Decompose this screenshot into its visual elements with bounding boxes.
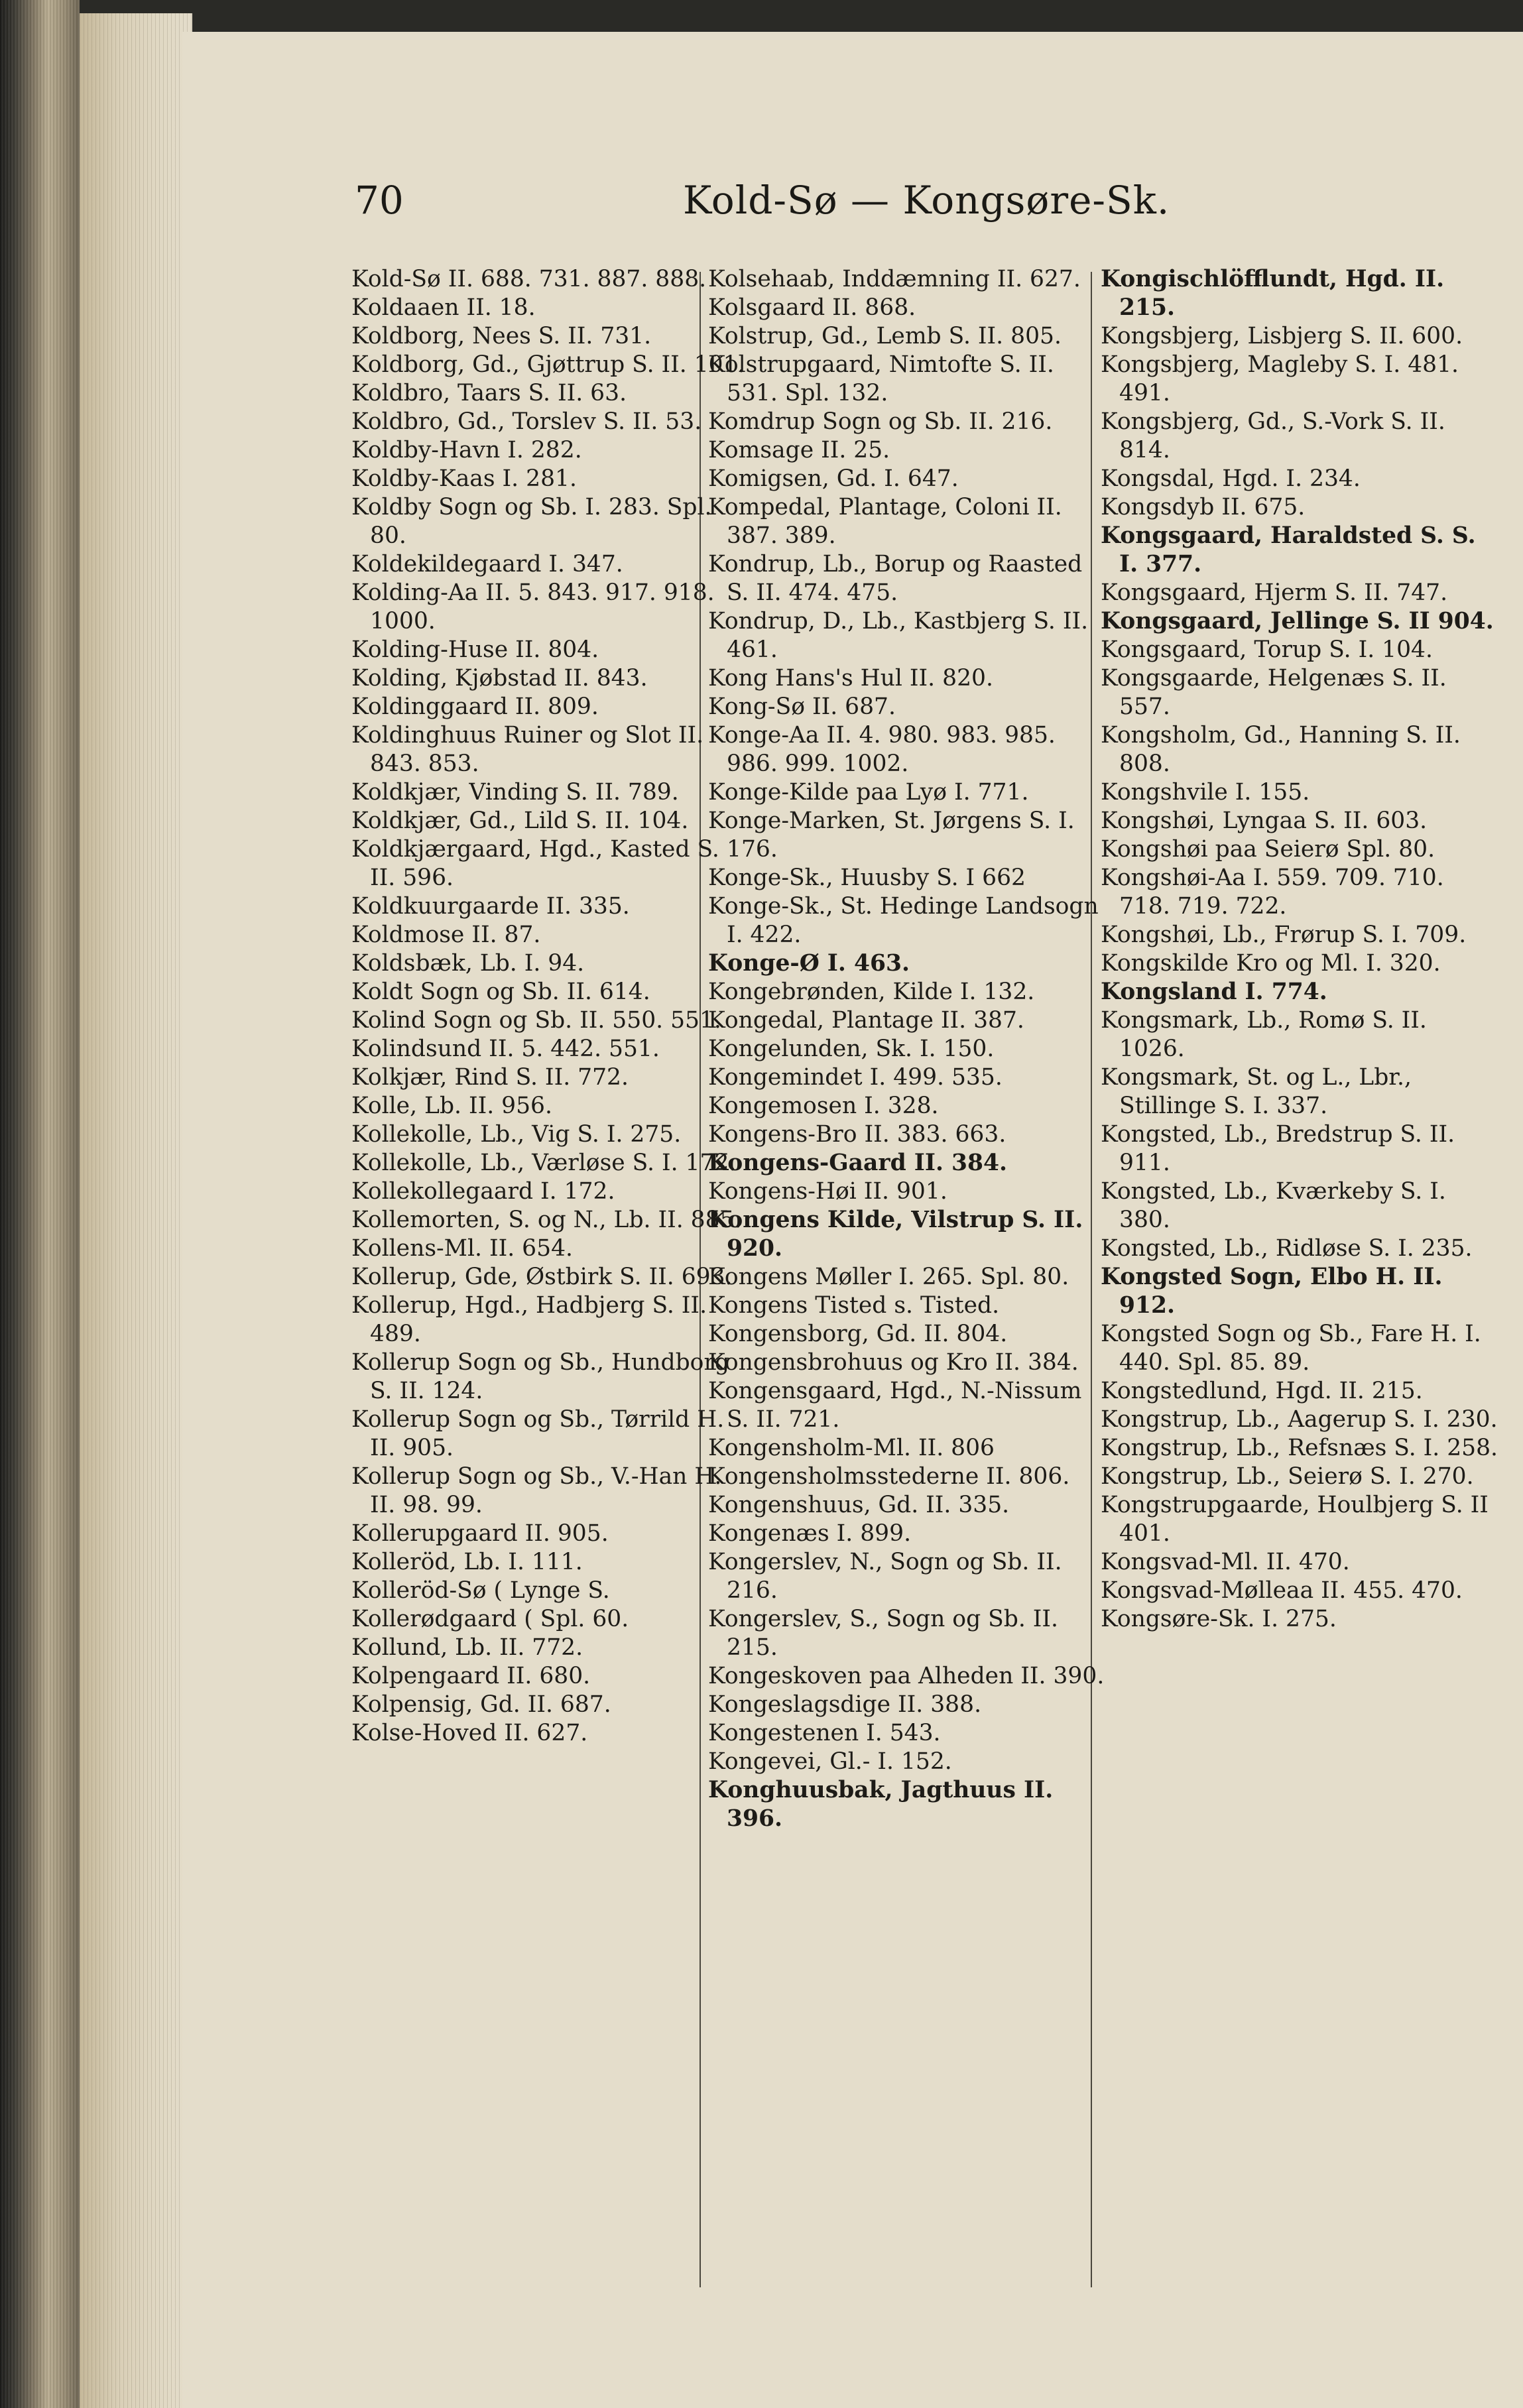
index-entry: Kolding-Aa II. 5. 843. 917. 918. 1000. <box>351 579 715 634</box>
index-entry: Kolse-Hoved II. 627. <box>351 1720 588 1746</box>
index-entry: Koldekildegaard I. 347. <box>351 551 623 577</box>
index-entry: Kong Hans's Hul II. 820. <box>708 665 993 692</box>
index-entry: Kolpensig, Gd. II. 687. <box>351 1691 611 1718</box>
page-number: 70 <box>355 178 404 223</box>
index-entry: Kondrup, Lb., Borup og Raasted S. II. 474. 475. <box>708 551 1083 606</box>
index-entry: Kollekolle, Lb., Vig S. I. 275. <box>351 1121 682 1148</box>
index-entry: Kollerødgaard ( Spl. 60. <box>351 1606 629 1632</box>
index-entry: Kongsøre-Sk. I. 275. <box>1101 1606 1337 1632</box>
index-entry: Koldmose II. 87. <box>351 922 541 948</box>
index-entry: Kongsholm, Gd., Hanning S. II. 808. <box>1101 722 1461 777</box>
index-entry: Konge-Sk., Huusby S. I 662 <box>708 865 1026 891</box>
index-entry: Kolle, Lb. II. 956. <box>351 1093 552 1119</box>
index-entry: Kong-Sø II. 687. <box>708 693 896 720</box>
index-entry: Kollerup, Gde, Østbirk S. II. 693. <box>351 1264 733 1290</box>
index-entry: Kongenshuus, Gd. II. 335. <box>708 1492 1010 1518</box>
index-entry: Kongsted, Lb., Bredstrup S. II. 911. <box>1101 1121 1455 1176</box>
index-entry: Kollekolle, Lb., Værløse S. I. 172. <box>351 1150 737 1176</box>
index-entry: Kongens-Høi II. 901. <box>708 1178 947 1205</box>
index-entry: Konghuusbak, Jagthuus II. 396. <box>708 1777 1054 1832</box>
index-entry: Kongischlöfflundt, Hgd. II. 215. <box>1101 266 1445 321</box>
index-entry: Kongsbjerg, Magleby S. I. 481. 491. <box>1101 351 1459 406</box>
index-entry: Kongstrup, Lb., Seierø S. I. 270. <box>1101 1463 1474 1490</box>
index-entry: Kongsmark, St. og L., Lbr., Stillinge S. I. 337. <box>1101 1064 1412 1119</box>
index-entry: Kongensbrohuus og Kro II. 384. <box>708 1349 1079 1376</box>
index-entry: Kold-Sø II. 688. 731. 887. 888. <box>351 266 707 292</box>
index-entry: Kolleröd, Lb. I. 111. <box>351 1549 583 1575</box>
index-entry: Koldt Sogn og Sb. II. 614. <box>351 979 650 1005</box>
index-entry: Kongsted Sogn, Elbo H. II. 912. <box>1101 1264 1443 1319</box>
index-entry: Komdrup Sogn og Sb. II. 216. <box>708 408 1053 435</box>
index-entry: Kolleröd-Sø ( Lynge S. <box>351 1577 610 1604</box>
index-entry: Kongensborg, Gd. II. 804. <box>708 1321 1008 1347</box>
index-entry: Kongens Kilde, Vilstrup S. II. 920. <box>708 1207 1083 1262</box>
index-entry: Kongsbjerg, Gd., S.-Vork S. II. 814. <box>1101 408 1445 463</box>
page-gutter <box>80 13 192 2408</box>
index-entry: Kongensholmsstederne II. 806. <box>708 1463 1070 1490</box>
index-entry: Kollerup, Hgd., Hadbjerg S. II. 489. <box>351 1292 707 1347</box>
index-entry: Kongenæs I. 899. <box>708 1520 912 1547</box>
running-head: Kold-Sø — Kongsøre-Sk. <box>683 178 1170 223</box>
book-fore-edge <box>0 0 80 2408</box>
index-entry: Kollerup Sogn og Sb., Tørrild H. II. 905. <box>351 1406 725 1461</box>
index-entry: Kongsvad-Ml. II. 470. <box>1101 1549 1350 1575</box>
index-entry: Kongsbjerg, Lisbjerg S. II. 600. <box>1101 323 1463 349</box>
index-entry: Koldborg, Nees S. II. 731. <box>351 323 652 349</box>
index-entry: Kongens-Bro II. 383. 663. <box>708 1121 1006 1148</box>
index-entry: Koldby Sogn og Sb. I. 283. Spl. 80. <box>351 494 712 549</box>
index-entry: Kolstrup, Gd., Lemb S. II. 805. <box>708 323 1062 349</box>
index-entry: Komigsen, Gd. I. 647. <box>708 465 959 492</box>
index-entry: Kongstedlund, Hgd. II. 215. <box>1101 1378 1423 1404</box>
index-entry: Kongsted, Lb., Ridløse S. I. 235. <box>1101 1235 1473 1262</box>
index-entry: Konge-Aa II. 4. 980. 983. 985. 986. 999. 1002. <box>708 722 1056 777</box>
index-entry: Kollerup Sogn og Sb., V.-Han H. II. 98. 99. <box>351 1463 722 1518</box>
index-entry: Kongerslev, S., Sogn og Sb. II. 215. <box>708 1606 1058 1661</box>
index-column-2 <box>708 265 1106 1833</box>
index-entry: Kongsgaard, Hjerm S. II. 747. <box>1101 579 1448 606</box>
index-entry: Kongeslagsdige II. 388. <box>708 1691 982 1718</box>
index-entry: Kolkjær, Rind S. II. 772. <box>351 1064 629 1091</box>
index-entry: Kongeskoven paa Alheden II. 390. <box>708 1663 1105 1689</box>
index-entry: Kolind Sogn og Sb. II. 550. 551. <box>351 1007 721 1034</box>
index-entry: Kongens-Gaard II. 384. <box>708 1150 1008 1176</box>
index-entry: Kongens Tisted s. Tisted. <box>708 1292 1000 1319</box>
index-entry: Kolpengaard II. 680. <box>351 1663 591 1689</box>
index-entry: Kollerupgaard II. 905. <box>351 1520 609 1547</box>
index-entry: Kongemindet I. 499. 535. <box>708 1064 1003 1091</box>
index-entry: Kongerslev, N., Sogn og Sb. II. 216. <box>708 1549 1062 1604</box>
index-entry: Konge-Ø I. 463. <box>708 950 910 977</box>
index-entry: Koldkjær, Vinding S. II. 789. <box>351 779 679 806</box>
index-entry: Kongevei, Gl.- I. 152. <box>708 1748 952 1775</box>
index-entry: Kongsmark, Lb., Romø S. II. 1026. <box>1101 1007 1427 1062</box>
index-entry: Kongstrupgaarde, Houlbjerg S. II 401. <box>1101 1492 1489 1547</box>
index-entry: Kollund, Lb. II. 772. <box>351 1634 583 1661</box>
index-entry: Koldsbæk, Lb. I. 94. <box>351 950 585 977</box>
index-entry: Kongshvile I. 155. <box>1101 779 1310 806</box>
index-entry: Konge-Kilde paa Lyø I. 771. <box>708 779 1029 806</box>
index-entry: Kolstrupgaard, Nimtofte S. II. 531. Spl. 132. <box>708 351 1054 406</box>
index-entry: Koldaaen II. 18. <box>351 294 536 321</box>
index-entry: Kongedal, Plantage II. 387. <box>708 1007 1024 1034</box>
index-entry: Kongensgaard, Hgd., N.-Nissum S. II. 721. <box>708 1378 1082 1433</box>
index-entry: Kollens-Ml. II. 654. <box>351 1235 573 1262</box>
index-column-1 <box>351 265 749 1748</box>
index-entry: Kongshøi, Lb., Frørup S. I. 709. <box>1101 922 1467 948</box>
index-entry: Koldkuurgaarde II. 335. <box>351 893 630 920</box>
index-entry: Koldbro, Taars S. II. 63. <box>351 380 627 406</box>
index-entry: Koldby-Kaas I. 281. <box>351 465 577 492</box>
index-entry: Kompedal, Plantage, Coloni II. 387. 389. <box>708 494 1062 549</box>
index-entry: Kongstrup, Lb., Refsnæs S. I. 258. <box>1101 1435 1498 1461</box>
index-entry: Kongelunden, Sk. I. 150. <box>708 1036 995 1062</box>
index-entry: Koldborg, Gd., Gjøttrup S. II. 101. <box>351 351 745 378</box>
index-entry: Kongsted Sogn og Sb., Fare H. I. 440. Spl. 85. 89. <box>1101 1321 1481 1376</box>
index-entry: Kongens Møller I. 265. Spl. 80. <box>708 1264 1069 1290</box>
index-column-3 <box>1101 265 1498 1634</box>
index-entry: Koldby-Havn I. 282. <box>351 437 582 463</box>
index-entry: Koldbro, Gd., Torslev S. II. 53. <box>351 408 702 435</box>
index-entry: Kongsgaard, Haraldsted S. S. I. 377. <box>1101 522 1476 577</box>
index-entry: Kolsgaard II. 868. <box>708 294 916 321</box>
index-entry: Kongsted, Lb., Kværkeby S. I. 380. <box>1101 1178 1446 1233</box>
index-entry: Kongshøi-Aa I. 559. 709. 710. 718. 719. 722. <box>1101 865 1444 920</box>
index-entry: Kolding, Kjøbstad II. 843. <box>351 665 648 692</box>
index-entry: Kongemosen I. 328. <box>708 1093 939 1119</box>
index-entry: Konge-Sk., St. Hedinge Landsogn I. 422. <box>708 893 1099 948</box>
index-entry: Kongsvad-Mølleaa II. 455. 470. <box>1101 1577 1463 1604</box>
index-entry: Kongsgaard, Jellinge S. II 904. <box>1101 608 1494 634</box>
index-entry: Kolindsund II. 5. 442. 551. <box>351 1036 660 1062</box>
index-entry: Kondrup, D., Lb., Kastbjerg S. II. 461. <box>708 608 1089 663</box>
index-entry: Kongskilde Kro og Ml. I. 320. <box>1101 950 1441 977</box>
index-entry: Kollemorten, S. og N., Lb. II. 885. <box>351 1207 742 1233</box>
index-entry: Kongestenen I. 543. <box>708 1720 941 1746</box>
index-entry: Koldinghuus Ruiner og Slot II. 843. 853. <box>351 722 704 777</box>
index-entry: Kongensholm-Ml. II. 806 <box>708 1435 995 1461</box>
index-entry: Kongsdyb II. 675. <box>1101 494 1306 520</box>
index-entry: Konge-Marken, St. Jørgens S. I. 176. <box>708 808 1075 863</box>
index-entry: Kolsehaab, Inddæmning II. 627. <box>708 266 1081 292</box>
index-entry: Kongsland I. 774. <box>1101 979 1327 1005</box>
index-entry: Kongebrønden, Kilde I. 132. <box>708 979 1035 1005</box>
index-entry: Kongsdal, Hgd. I. 234. <box>1101 465 1361 492</box>
index-entry: Komsage II. 25. <box>708 437 890 463</box>
index-entry: Kolding-Huse II. 804. <box>351 636 599 663</box>
index-entry: Koldkjærgaard, Hgd., Kasted S. II. 596. <box>351 836 719 891</box>
index-entry: Kongsgaard, Torup S. I. 104. <box>1101 636 1433 663</box>
index-entry: Kongsgaarde, Helgenæs S. II. 557. <box>1101 665 1447 720</box>
index-entry: Kongstrup, Lb., Aagerup S. I. 230. <box>1101 1406 1498 1433</box>
index-entry: Kollerup Sogn og Sb., Hundborg S. II. 124. <box>351 1349 730 1404</box>
index-entry: Koldkjær, Gd., Lild S. II. 104. <box>351 808 689 834</box>
index-entry: Koldinggaard II. 809. <box>351 693 599 720</box>
index-entry: Kongshøi paa Seierø Spl. 80. <box>1101 836 1435 863</box>
index-entry: Kollekollegaard I. 172. <box>351 1178 615 1205</box>
index-entry: Kongshøi, Lyngaa S. II. 603. <box>1101 808 1428 834</box>
